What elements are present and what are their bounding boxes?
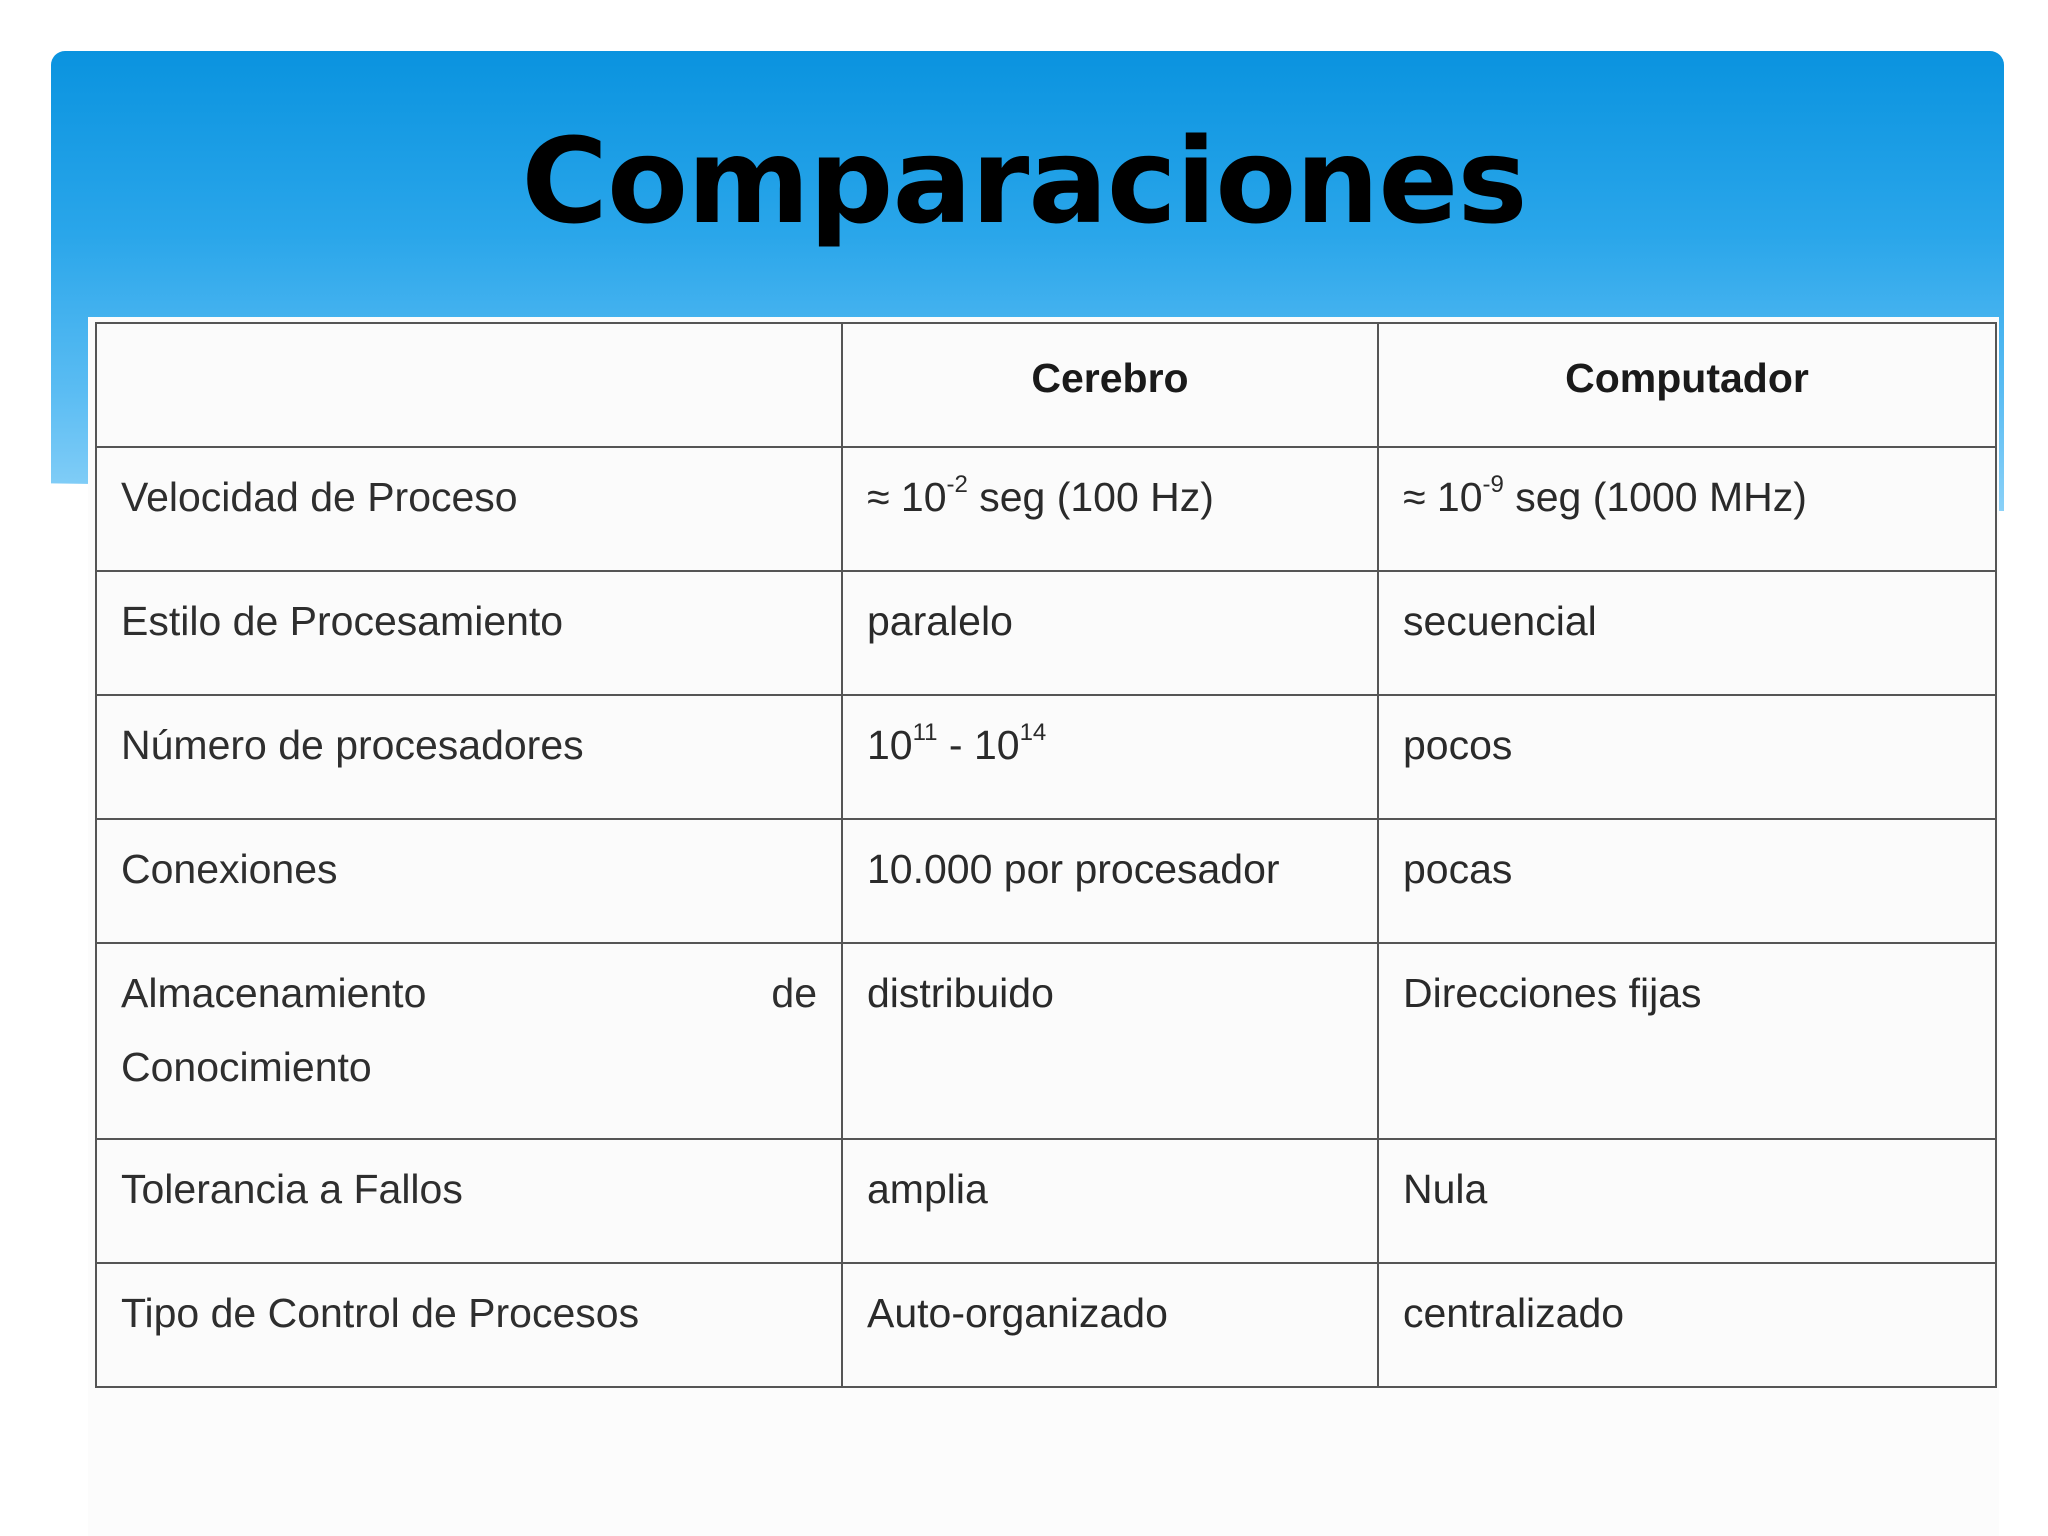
cerebro-cell [842, 447, 1378, 571]
row-label: Tolerancia a Fallos [96, 1139, 842, 1263]
value-separator: - 10 [937, 722, 1020, 768]
table-row [96, 1139, 1996, 1263]
row-label [96, 943, 842, 1139]
header-computador: Computador [1378, 323, 1996, 447]
row-label: Conexiones [96, 819, 842, 943]
row-label: Velocidad de Proceso [96, 447, 842, 571]
table-header-row [96, 323, 1996, 447]
computador-cell: Direcciones fijas [1378, 943, 1996, 1139]
comparison-table [95, 322, 1997, 1388]
slide-title: Comparaciones [521, 112, 1527, 250]
cerebro-cell [842, 695, 1378, 819]
row-label: Número de procesadores [96, 695, 842, 819]
table-row [96, 571, 1996, 695]
exponent: -9 [1482, 471, 1504, 499]
row-label: Tipo de Control de Procesos [96, 1263, 842, 1387]
table-row [96, 695, 1996, 819]
row-label-line1: Almacenamiento [121, 970, 427, 1016]
row-label: Estilo de Procesamiento [96, 571, 842, 695]
value-suffix: seg (100 Hz) [967, 474, 1214, 520]
cerebro-cell: 10.000 por procesador [842, 819, 1378, 943]
table-row [96, 819, 1996, 943]
computador-cell: secuencial [1378, 571, 1996, 695]
cerebro-cell: amplia [842, 1139, 1378, 1263]
cerebro-cell: distribuido [842, 943, 1378, 1139]
header-empty [96, 323, 842, 447]
row-label-line2: Conocimiento [121, 1044, 372, 1090]
computador-cell: centralizado [1378, 1263, 1996, 1387]
value-base: ≈ 10 [1403, 474, 1483, 520]
cerebro-cell: paralelo [842, 571, 1378, 695]
computador-cell [1378, 447, 1996, 571]
value-base: 10 [867, 722, 913, 768]
computador-cell: pocas [1378, 819, 1996, 943]
table-row [96, 1263, 1996, 1387]
exponent: 14 [1019, 719, 1047, 747]
header-cerebro: Cerebro [842, 323, 1378, 447]
exponent: -2 [946, 471, 968, 499]
exponent: 11 [912, 719, 938, 747]
table-row [96, 447, 1996, 571]
cerebro-cell: Auto-organizado [842, 1263, 1378, 1387]
computador-cell: Nula [1378, 1139, 1996, 1263]
row-label-de: de [771, 970, 817, 1016]
value-suffix: seg (1000 MHz) [1503, 474, 1807, 520]
computador-cell: pocos [1378, 695, 1996, 819]
table-row [96, 943, 1996, 1139]
value-base: ≈ 10 [867, 474, 947, 520]
